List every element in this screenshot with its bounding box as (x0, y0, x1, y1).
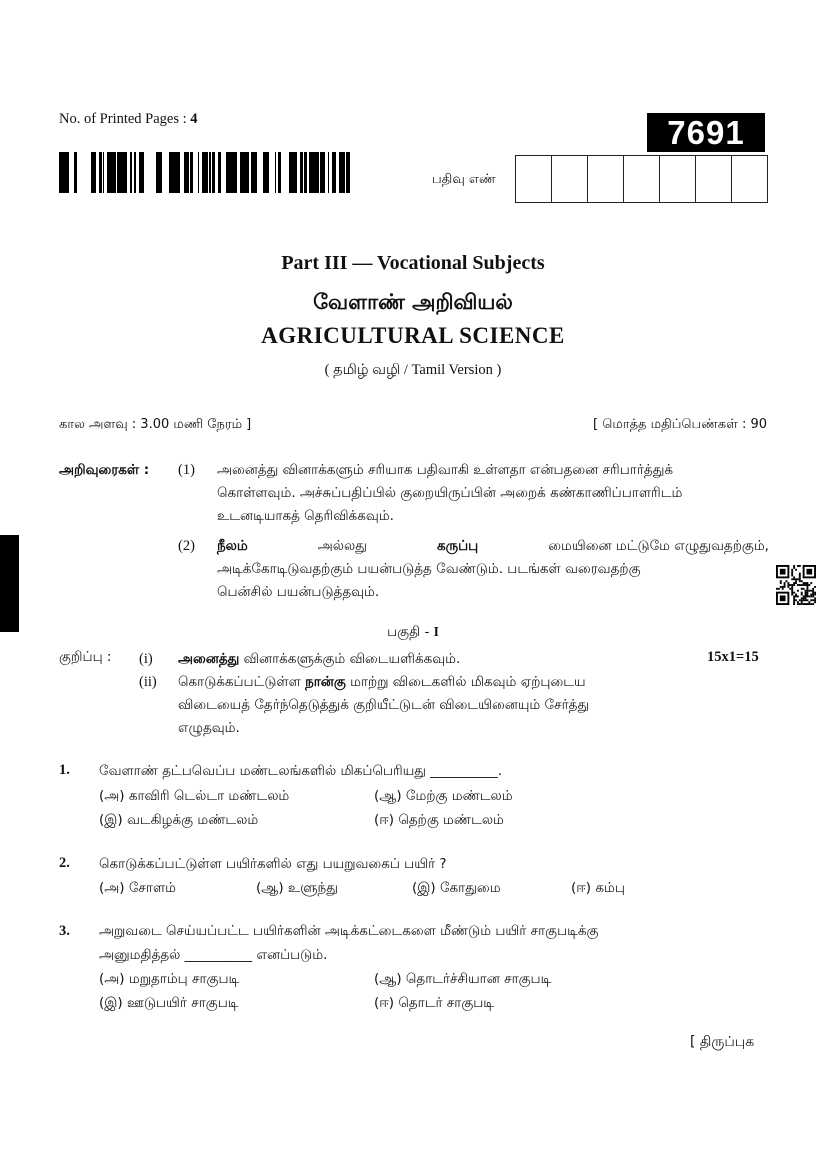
option: (ஆ) உளுந்து (256, 880, 338, 896)
option: (ஆ) மேற்கு மண்டலம் (374, 788, 513, 804)
instruction-number: (1) (178, 462, 195, 478)
instruction-line: உடனடியாகத் தெரிவிக்கவும். (217, 508, 394, 524)
instruction-line: பென்சில் பயன்படுத்தவும். (217, 584, 380, 600)
question-line: அறுவடை செய்யப்பட்ட பயிர்களின் அடிக்கட்டைகளை மீண்டும் பயிர் சாகுபடிக்கு (99, 923, 599, 939)
instruction-line: கொள்ளவும். அச்சுப்பதிப்பில் குறையிருப்பின் அறைக் கண்காணிப்பாளரிடம் (217, 485, 683, 501)
reg-box[interactable] (659, 156, 695, 202)
option: (அ) மறுதாம்பு சாகுபடி (99, 971, 240, 987)
ink-blue: நீலம் (217, 538, 248, 554)
printed-pages (59, 111, 198, 128)
tamil-title: வேளாண் அறிவியல் (313, 290, 513, 314)
qr-code-icon (776, 565, 816, 605)
english-title: AGRICULTURAL SCIENCE (261, 323, 565, 348)
instruction-text (217, 459, 682, 528)
reg-box[interactable] (623, 156, 659, 202)
margin-black-tab (0, 535, 19, 632)
instruction-number: (2) (178, 538, 195, 554)
note-word: வினாக்களுக்கும் விடையளிக்கவும். (243, 651, 461, 667)
reg-box[interactable] (695, 156, 731, 202)
ink-black: கருப்பு (436, 538, 479, 554)
question-number: 2. (59, 855, 70, 871)
note-text (178, 671, 589, 740)
marks-scheme: 15x1=15 (707, 649, 759, 665)
note-line (178, 671, 589, 694)
register-number-label: பதிவு எண் (432, 172, 496, 187)
instruction-text (217, 535, 769, 604)
paper-code: 7691 (647, 113, 765, 152)
max-marks: [ மொத்த மதிப்பெண்கள் : 90 (593, 417, 767, 432)
option: (ஈ) தெற்கு மண்டலம் (374, 812, 504, 828)
question-text: கொடுக்கப்பட்டுள்ள பயிர்களில் எது பயறுவகைப் பயிர் ? (99, 856, 447, 872)
duration: கால அளவு : 3.00 மணி நேரம் ] (59, 417, 252, 432)
note-line: எழுதவும். (178, 720, 240, 736)
turn-over: [ திருப்புக (690, 1034, 755, 1050)
instruction-word: மையினை மட்டுமே எழுதுவதற்கும், (548, 538, 769, 554)
instruction-line: அனைத்து வினாக்களும் சரியாக பதிவாகி உள்ளதா என்பதனை சரிபார்த்துக் (217, 462, 674, 478)
reg-box[interactable] (731, 156, 767, 202)
note-word: கொடுக்கப்பட்டுள்ள (178, 674, 301, 690)
option: (அ) காவிரி டெல்டா மண்டலம் (99, 788, 290, 804)
option: (ஈ) தொடர் சாகுபடி (374, 995, 495, 1011)
note-text (178, 648, 460, 671)
note-label: குறிப்பு : (59, 649, 112, 665)
section-number: I (433, 624, 439, 639)
note-number: (i) (139, 651, 153, 667)
reg-box[interactable] (587, 156, 623, 202)
note-word: மாற்று விடைகளில் மிகவும் ஏற்புடைய (350, 674, 586, 690)
note-bold: நான்கு (305, 674, 346, 690)
printed-pages-value: 4 (190, 111, 198, 127)
question-number: 3. (59, 923, 70, 939)
note-line: விடையைத் தேர்ந்தெடுத்துக் குறியீட்டுடன் விடையினையும் சேர்த்து (178, 697, 590, 713)
printed-pages-label: No. of Printed Pages : (59, 111, 187, 127)
section-label: பகுதி - (387, 624, 430, 640)
note-bold: அனைத்து (178, 651, 240, 667)
option: (ஈ) கம்பு (571, 880, 625, 896)
instructions-label: அறிவுரைகள் : (59, 462, 150, 478)
option: (இ) வடகிழக்கு மண்டலம் (99, 812, 259, 828)
option: (இ) ஊடுபயிர் சாகுபடி (99, 995, 239, 1011)
question-text (99, 919, 598, 967)
question-number: 1. (59, 762, 70, 778)
instruction-line: அடிக்கோடிடுவதற்கும் பயன்படுத்த வேண்டும். படங்கள் வரைவதற்கு (217, 561, 641, 577)
instruction-word: அல்லது (317, 538, 367, 554)
version-label: ( தமிழ் வழி / Tamil Version ) (324, 362, 502, 378)
barcode (59, 152, 353, 193)
option: (அ) சோளம் (99, 880, 176, 896)
section-heading (0, 624, 826, 642)
part-title: Part III — Vocational Subjects (281, 252, 545, 274)
question-line: அனுமதித்தல் __________ எனப்படும். (99, 947, 328, 963)
question-text: வேளாண் தட்பவெப்ப மண்டலங்களில் மிகப்பெரியது __________. (99, 763, 503, 779)
reg-box[interactable] (516, 156, 551, 202)
reg-box[interactable] (551, 156, 587, 202)
option: (இ) கோதுமை (412, 880, 501, 896)
note-number: (ii) (139, 674, 157, 690)
register-number-boxes[interactable] (515, 155, 768, 203)
option: (ஆ) தொடர்ச்சியான சாகுபடி (374, 971, 552, 987)
instruction-line (217, 535, 769, 558)
